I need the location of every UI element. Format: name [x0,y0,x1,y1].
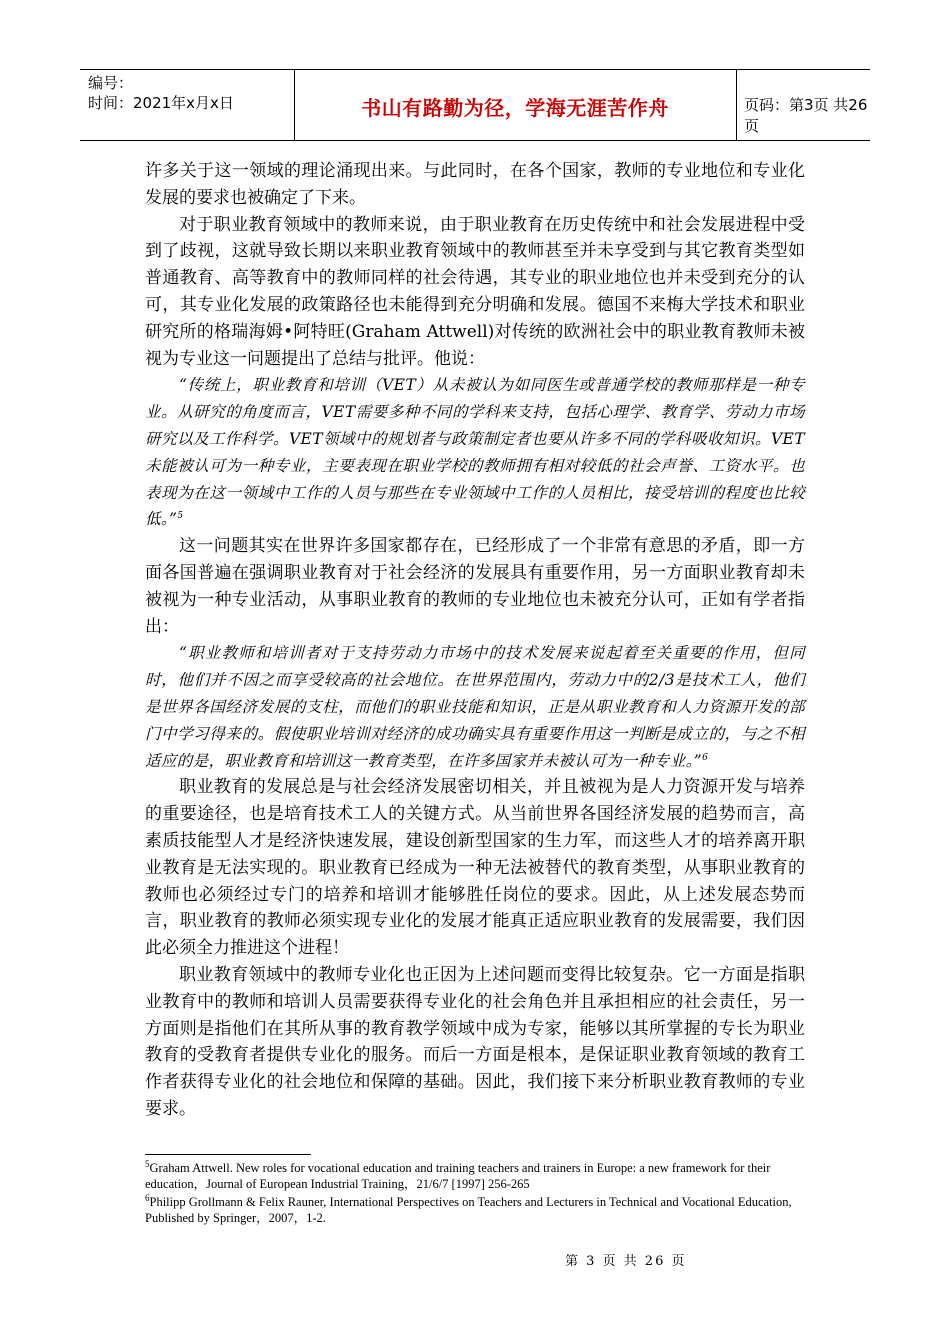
document-date-label: 时间：2021年x月x日 [88,94,234,112]
page-header [80,69,870,141]
footnote-6-text: Philipp Grollmann & Felix Rauner, International Perspectives on Teachers and Lecturers in Technical and Vocational Education, Published by Springer，2007，1-2. [145,1195,792,1226]
paragraph-2: 对于职业教育领域中的教师来说，由于职业教育在历史传统中和社会发展进程中受到了歧视，这就导致长期以来职业教育领域中的教师甚至并未享受到与其它教育类型如普通教育、高等教育中的教师同样的社会待遇，其专业的职业地位也并未受到充分的认可，其专业化发展的政策路径也未能得到充分明确和发展。德国不来梅大学技术和职业研究所的格瑞海姆•阿特旺(Graham Attwell)对传统的欧洲社会中的职业教育教师未被视为专业这一问题提出了总结与批评。他说： [145,214,805,369]
paragraph-1: 许多关于这一领域的理论涌现出来。与此同时，在各个国家，教师的专业地位和专业化发展的要求也被确定了下来。 [145,161,805,208]
quote-2-text: “职业教师和培训者对于支持劳动力市场中的技术发展来说起着至关重要的作用，但同时，他们并不因之而享受较高的社会地位。在世界范围内，劳动力中的2/3是技术工人，他们是世界各国经济发展的支柱，而他们的职业技能和知识，正是从职业教育和人力资源开发的部门中学习得来的。假使职业培训对经济的成功确实具有重要作用这一判断是成立的，与之不相适应的是，职业教育和培训这一教育类型，在许多国家并未被认可为一种专业。” [145,644,805,770]
page-footer: 第 3 页 共 26 页 [565,1254,687,1269]
footnote-ref-6[interactable]: 6 [702,752,709,763]
paragraph-3: 这一问题其实在世界许多国家都存在，已经形成了一个非常有意思的矛盾，即一方面各国普遍在强调职业教育对于社会经济的发展具有重要作用，另一方面职业教育却未被视为一种专业活动，从事职业教育的教师的专业地位也未被充分认可，正如有学者指出： [145,536,805,637]
footnote-6 [145,1194,805,1226]
paragraph-4: 职业教育的发展总是与社会经济发展密切相关，并且被视为是人力资源开发与培养的重要途径，也是培育技术工人的关键方式。从当前世界各国经济发展的趋势而言，高素质技能型人才是经济快速发展，建设创新型国家的生力军，而这些人才的培养离开职业教育是无法实现的。职业教育已经成为一种无法被替代的教育类型，从事职业教育的教师也必须经过专门的培养和培训才能够胜任岗位的要求。因此，从上述发展态势而言，职业教育的教师必须实现专业化的发展才能真正适应职业教育的发展需要，我们因此必须全力推进这个进程！ [145,777,805,959]
header-left-cell [80,70,295,140]
footnote-5 [145,1160,805,1192]
quote-1 [145,372,805,533]
footnote-divider [145,1154,311,1155]
footnote-5-mark: 5 [145,1158,150,1169]
footnote-ref-5[interactable]: 5 [177,511,184,522]
footnote-6-mark: 6 [145,1192,150,1203]
paragraph-5: 职业教育领域中的教师专业化也正因为上述问题而变得比较复杂。它一方面是指职业教育中的教师和培训人员需要获得专业化的社会角色并且承担相应的社会责任，另一方面则是指他们在其所从事的教育教学领域中成为专家，能够以其所掌握的专长为职业教育的受教育者提供专业化的服务。而后一方面是根本，是保证职业教育领域的教育工作者获得专业化的社会地位和保障的基础。因此，我们接下来分析职业教育教师的专业要求。 [145,964,805,1119]
quote-2 [145,640,805,774]
header-right-cell [736,70,870,140]
header-page-info: 页码：第3页 共26页 [744,96,868,135]
footnote-5-text: Graham Attwell. New roles for vocational education and training teachers and trainers in Europe: a new framework for their education，Journal of European Industrial Training，21/6/7 [1997] 256-265 [145,1161,771,1192]
quote-1-text: “传统上，职业教育和培训（VET）从未被认为如同医生或普通学校的教师那样是一种专业。从研究的角度而言，VET需要多种不同的学科来支持，包括心理学、教育学、劳动力市场研究以及工作科学。VET领域中的规划者与政策制定者也要从许多不同的学科吸收知识。VET未能被认可为一种专业，主要表现在职业学校的教师拥有相对较低的社会声誉、工资水平。也表现为在这一领域中工作的人员与那些在专业领域中工作的人员相比，接受培训的程度也比较低。” [145,376,805,529]
document-code-label: 编号： [88,74,134,92]
header-motto: 书山有路勤为径，学海无涯苦作舟 [361,96,669,120]
header-middle-cell [294,70,737,140]
document-body [145,158,805,1123]
